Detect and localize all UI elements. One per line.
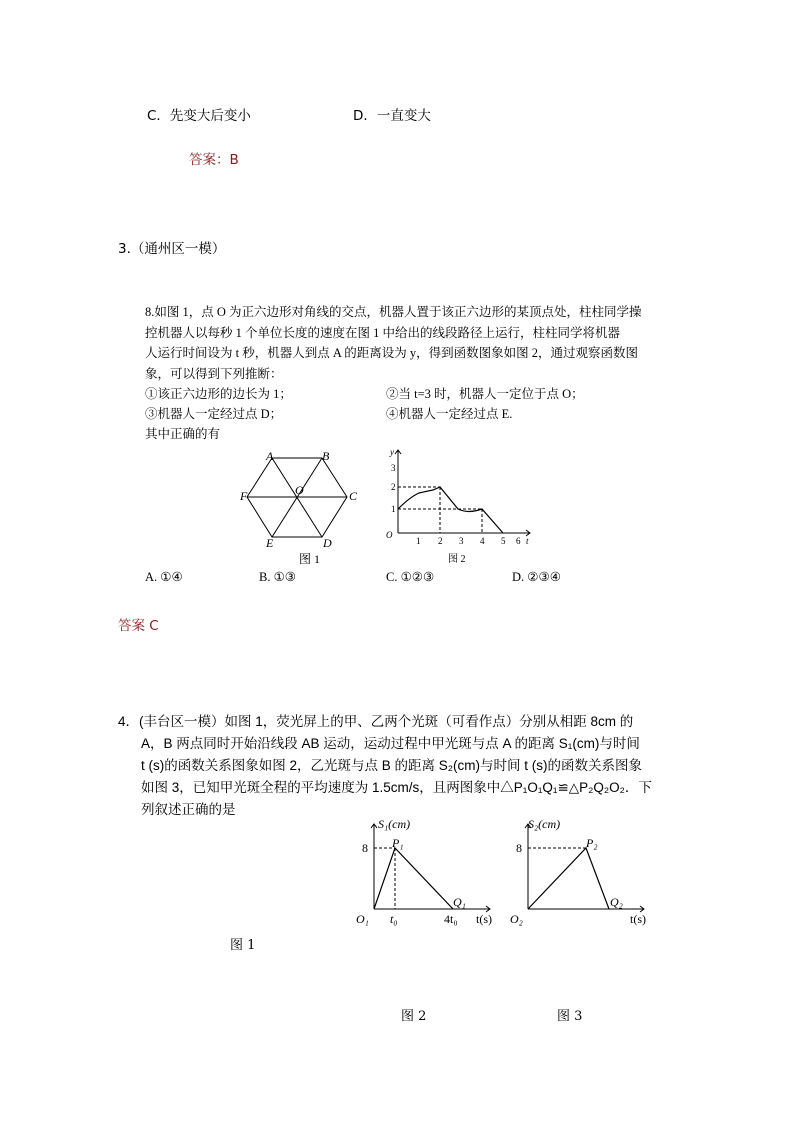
q3-line-2: 控机器人以每秒 1 个单位长度的速度在图 1 中给出的线段路径上运行，柱柱同学将机器: [145, 325, 621, 340]
g-xlabel: t: [526, 536, 529, 546]
g3-origin: O₂: [510, 912, 523, 926]
hex-label-a: A: [266, 450, 274, 463]
q3-graph-figure: [380, 445, 540, 567]
g3-ylabel: S₂(cm): [528, 817, 561, 831]
fig1-caption: 图 1: [299, 552, 321, 566]
g2-t4: 4t₀: [444, 912, 458, 926]
q4-caption-1: 图 1: [230, 938, 256, 953]
q3-statement-4: ④机器人一定经过点 E.: [386, 407, 513, 421]
q3-choice-a: A. ①④: [145, 570, 183, 584]
g-origin: O: [386, 530, 393, 540]
g2-ytick: 8: [362, 841, 368, 855]
g-ytick-1: 1: [391, 504, 396, 514]
q3-problem: [145, 302, 642, 384]
hex-label-b: B: [322, 450, 330, 463]
g-xtick-2: 2: [438, 536, 443, 546]
answer-3: 答案 C: [118, 618, 159, 634]
g3-ytick: 8: [516, 841, 522, 855]
q3-heading: 3.（通州区一模）: [118, 241, 226, 257]
option-d: D．一直变大: [353, 108, 431, 124]
q3-statement-3: ③机器人一定经过点 D；: [145, 407, 283, 421]
q4-text: [118, 711, 652, 821]
g-xtick-1: 1: [416, 536, 421, 546]
q3-line-4: 象，可以得到下列推断：: [145, 366, 283, 381]
q4-line-5: 列叙述正确的是: [141, 802, 236, 817]
answer-2: 答案：B: [189, 152, 239, 168]
q4-graph2: [352, 812, 502, 932]
g2-origin: O₁: [356, 912, 369, 926]
q4-line-3: t (s)的函数关系图象如图 2，乙光斑与点 B 的距离 S₂(cm)与时间 t (s)的函数关系图象: [141, 758, 642, 773]
q4-line-2: A，B 两点同时开始沿线段 AB 运动，运动过程中甲光斑与点 A 的距离 S₁(cm)与时间: [141, 736, 640, 751]
g3-end: Q₂: [610, 895, 623, 909]
g-xtick-5: 5: [501, 536, 506, 546]
hex-label-c: C: [349, 489, 358, 503]
q3-line-1: 8.如图 1，点 O 为正六边形对角线的交点，机器人置于该正六边形的某顶点处，柱柱同学操: [145, 305, 642, 319]
q3-line-3: 人运行时间设为 t 秒，机器人到点 A 的距离设为 y，得到函数图象如图 2，通过观察函数图: [145, 346, 639, 360]
g-xtick-3: 3: [459, 536, 464, 546]
g2-line: [374, 848, 453, 909]
q3-prompt: 其中正确的有: [145, 427, 221, 441]
g-ylabel: y: [390, 447, 394, 457]
q3-choice-d: D. ②③④: [512, 570, 561, 584]
fig2-caption: 图 2: [448, 554, 466, 565]
q3-statement-2: ②当 t=3 时，机器人一定位于点 O；: [386, 387, 584, 401]
graph-curve: [398, 487, 503, 533]
option-c: C．先变大后变小: [147, 108, 251, 124]
q4-line-1: 4．(丰台区一模）如图 1，荧光屏上的甲、乙两个光斑（可看作点）分别从相距 8cm 的: [118, 714, 634, 729]
hex-label-d: D: [323, 536, 332, 550]
g-xtick-6: 6: [516, 536, 521, 546]
q3-choice-b: B. ①③: [259, 570, 296, 584]
q3-statement-1: ①该正六边形的边长为 1；: [145, 387, 292, 401]
g-ytick-3: 3: [391, 463, 396, 473]
q3-choice-c: C. ①②③: [386, 570, 435, 584]
g3-line: [528, 848, 609, 909]
hex-label-f: F: [240, 489, 248, 503]
hex-label-e: E: [266, 536, 274, 550]
g2-end: Q₁: [453, 895, 466, 909]
g3-xlabel: t(s): [630, 912, 646, 926]
g2-t0: t₀: [390, 912, 398, 926]
g-ytick-2: 2: [391, 482, 396, 492]
q4-caption-3: 图 3: [557, 1009, 583, 1024]
g3-peak: P₂: [586, 836, 598, 850]
g-xtick-4: 4: [480, 536, 485, 546]
q4-line-4: 如图 3，已知甲光斑全程的平均速度为 1.5cm/s，且两图象中△P₁O₁Q₁≌△P₂Q₂O₂．下: [141, 780, 652, 795]
q4-graph3: [506, 812, 656, 932]
g2-ylabel: S₁(cm): [378, 817, 411, 831]
g2-peak: P₁: [392, 836, 404, 850]
q4-caption-2: 图 2: [401, 1009, 427, 1024]
g2-xlabel: t(s): [476, 912, 492, 926]
q3-hexagon-figure: [240, 450, 360, 570]
hex-label-o: O: [295, 483, 304, 497]
